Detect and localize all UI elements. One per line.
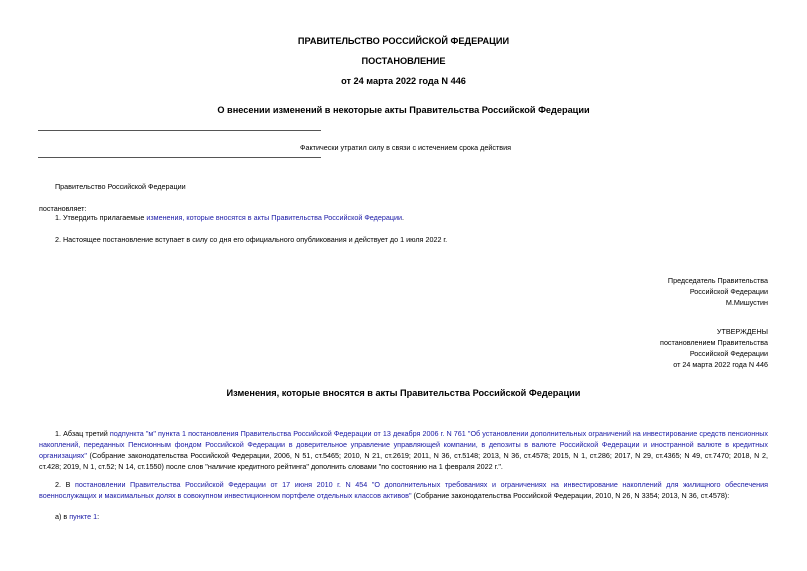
change-2-suffix: (Собрание законодательства Российской Федерации, 2010, N 26, N 3354; 2013, N 36, ст.4578):	[411, 491, 730, 500]
item-1-suffix: .	[401, 213, 404, 222]
change-paragraph-3	[55, 511, 99, 522]
decrees-text: постановляет:	[39, 204, 87, 213]
signature-block	[668, 275, 768, 308]
status-note: Фактически утратил силу в связи с истечением срока действия	[300, 143, 511, 152]
signature-line-3: М.Мишустин	[725, 298, 768, 307]
document-date-number: от 24 марта 2022 года N 446	[341, 76, 466, 86]
change-1-link[interactable]: подпункта "м" пункта 1 постановления Правительства Российской Федерации от 13 декабря 2006 г. N 761 "Об установлении дополнительных ограничений на инвестирование средств пенсионных накоплений, переданных Пенсионным фондом Российской Федерации в доверительное управление управляющей компании, в депозиты в валюте Российской Федерации и иностранной валюте в кредитных организациях"	[39, 429, 768, 460]
approval-line-3: Российской Федерации	[689, 349, 768, 358]
change-1-prefix: 1. Абзац третий	[55, 429, 110, 438]
approval-line-4: от 24 марта 2022 года N 446	[673, 360, 768, 369]
change-paragraph-1	[39, 428, 768, 472]
item-1-prefix: 1. Утвердить прилагаемые	[55, 213, 147, 222]
change-3-link[interactable]: пункте 1	[69, 512, 98, 521]
document-type: ПОСТАНОВЛЕНИЕ	[361, 56, 446, 66]
item-1	[55, 212, 404, 223]
government-heading: ПРАВИТЕЛЬСТВО РОССИЙСКОЙ ФЕДЕРАЦИИ	[297, 36, 510, 46]
changes-title: Изменения, которые вносятся в акты Правительства Российской Федерации	[226, 388, 581, 398]
approval-line-1: УТВЕРЖДЕНЫ	[716, 327, 768, 336]
divider-top	[38, 130, 321, 131]
change-1-suffix: (Собрание законодательства Российской Федерации, 2006, N 51, ст.5465; 2010, N 21, ст.2619; 2011, N 36, ст.5148; 2013, N 36, ст.4578; 2015, N 1, ст.286; 2017, N 29, ст.4365; N 49, ст.7470; 2018, N 2, ст.428; 2019, N 1, ст.52; N 14, ст.1550) после слов "наличие кредитного рейтинга" дополнить словами "по состоянию на 1 февраля 2022 г.".	[39, 451, 768, 471]
change-3-prefix: а) в	[55, 512, 70, 521]
change-2-prefix: 2. В	[55, 480, 75, 489]
change-2-link[interactable]: постановлении Правительства Российской Федерации от 17 июня 2010 г. N 454 "О дополнительных требованиях и ограничениях на инвестирование накоплений для жилищного обеспечения военнослужащих и максимальных долях в совокупном инвестиционном портфеле отдельных классов активов"	[39, 480, 768, 500]
divider-bottom	[38, 157, 321, 158]
signature-line-1: Председатель Правительства	[667, 276, 768, 285]
change-paragraph-2	[39, 479, 768, 501]
item-2: 2. Настоящее постановление вступает в силу со дня его официального опубликования и действует до 1 июля 2022 г.	[55, 235, 448, 244]
approval-line-2: постановлением Правительства	[660, 338, 768, 347]
preamble-text: Правительство Российской Федерации	[55, 182, 186, 191]
document-title: О внесении изменений в некоторые акты Правительства Российской Федерации	[217, 105, 590, 115]
approval-block	[660, 326, 768, 370]
change-3-suffix: :	[97, 512, 100, 521]
item-1-link[interactable]: изменения, которые вносятся в акты Правительства Российской Федерации	[146, 213, 402, 222]
signature-line-2: Российской Федерации	[689, 287, 768, 296]
